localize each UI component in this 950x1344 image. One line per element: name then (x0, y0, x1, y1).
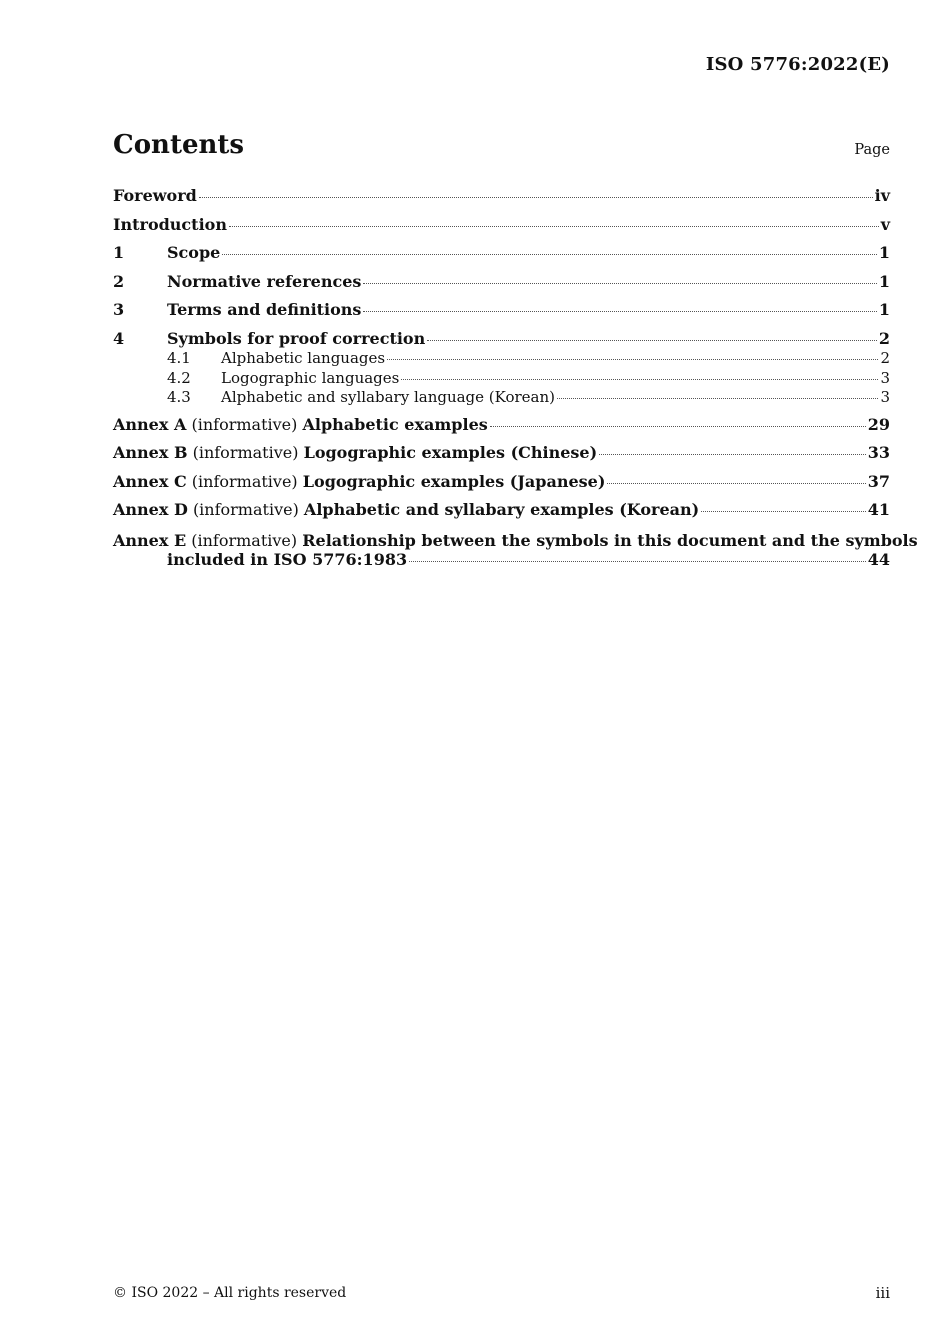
page-column-label: Page (854, 142, 890, 158)
page-number: iii (875, 1284, 890, 1302)
toc-entry-title: Terms and definitions (167, 300, 362, 319)
subclause-number: 4.3 (167, 388, 191, 406)
toc-entry-annex-e[interactable] (113, 530, 918, 569)
toc-entry-annex-b[interactable] (113, 439, 890, 468)
annex-type: (informative) (192, 443, 299, 462)
dot-leader (401, 378, 878, 380)
toc-entry-page: 29 (867, 414, 890, 434)
toc-entry-foreword[interactable] (113, 182, 890, 211)
toc-entry-clause-1[interactable] (113, 239, 890, 268)
dot-leader (222, 253, 877, 255)
dot-leader (701, 510, 866, 512)
toc-entry-page: 1 (878, 243, 890, 262)
toc-entry-page: 33 (867, 443, 890, 462)
dot-leader (229, 225, 879, 227)
toc-entry-introduction[interactable] (113, 211, 890, 240)
annex-label: Annex E (113, 530, 187, 550)
annex-type: (informative) (191, 471, 298, 491)
annex-type: (informative) (192, 500, 299, 519)
toc-entry-clause-2[interactable] (113, 268, 890, 297)
toc-entry-title: Introduction (113, 214, 227, 234)
dot-leader (199, 196, 873, 198)
dot-leader (490, 425, 866, 427)
dot-leader (427, 339, 877, 341)
toc-entry-subclause-4-1[interactable] (113, 349, 890, 369)
page-title: Contents (113, 130, 245, 160)
toc-entry-page: 37 (867, 471, 890, 491)
toc-entry-page: 3 (880, 368, 890, 387)
toc-entry-page: 2 (878, 328, 890, 348)
toc-entry-title: Scope (167, 243, 221, 262)
clause-number: 1 (113, 243, 125, 262)
dot-leader (557, 397, 878, 399)
dot-leader (363, 282, 876, 284)
toc-entry-title: Alphabetic and syllabary language (Korean) (221, 388, 555, 406)
toc-entry-page: iv (874, 186, 890, 205)
clause-number: 2 (113, 271, 125, 291)
annex-label: Annex D (113, 500, 188, 519)
toc-entry-title-line1: Relationship between the symbols in this document and the symbols (302, 530, 918, 550)
annex-type: (informative) (191, 414, 298, 434)
toc-entry-page: 2 (880, 349, 890, 367)
toc-entry-title: Alphabetic and syllabary examples (Korean) (303, 500, 700, 519)
annex-label: Annex B (113, 443, 188, 462)
annex-label: Annex A (113, 414, 187, 434)
dot-leader (409, 560, 866, 562)
toc-entry-page: 3 (880, 388, 890, 406)
document-id: ISO 5776:2022(E) (705, 54, 890, 75)
toc-entry-title: Logographic examples (Chinese) (303, 443, 598, 462)
subclause-number: 4.2 (167, 368, 191, 387)
clause-number: 4 (113, 328, 125, 348)
toc-entry-title: Symbols for proof correction (167, 328, 426, 348)
toc-entry-annex-a[interactable] (113, 411, 890, 440)
clause-number: 3 (113, 300, 125, 319)
toc-entry-title: Foreword (113, 186, 197, 205)
toc-entry-title: Normative references (167, 271, 362, 291)
toc-entry-annex-d[interactable] (113, 496, 890, 525)
toc-entry-page: v (880, 214, 890, 234)
toc-entry-clause-3[interactable] (113, 296, 890, 325)
dot-leader (599, 453, 866, 455)
toc-entry-title: Alphabetic examples (302, 414, 488, 434)
toc-entry-annex-c[interactable] (113, 468, 890, 497)
toc-entry-title: Logographic examples (Japanese) (302, 471, 606, 491)
dot-leader (363, 310, 876, 312)
copyright-notice: © ISO 2022 – All rights reserved (113, 1285, 347, 1301)
toc-entry-subclause-4-3[interactable] (113, 388, 890, 408)
table-of-contents (113, 182, 918, 569)
dot-leader (387, 358, 878, 360)
annex-label: Annex C (113, 471, 187, 491)
toc-entry-title-line2: included in ISO 5776:1983 (167, 549, 408, 569)
toc-entry-title: Alphabetic languages (221, 349, 386, 367)
toc-entry-page: 1 (878, 300, 890, 319)
toc-entry-subclause-4-2[interactable] (113, 369, 890, 389)
subclause-number: 4.1 (167, 349, 191, 367)
toc-entry-page: 44 (867, 549, 890, 569)
toc-entry-page: 41 (867, 500, 890, 519)
toc-entry-page: 1 (878, 271, 890, 291)
annex-type: (informative) (191, 530, 298, 550)
toc-entry-title: Logographic languages (221, 368, 400, 387)
dot-leader (607, 482, 865, 484)
